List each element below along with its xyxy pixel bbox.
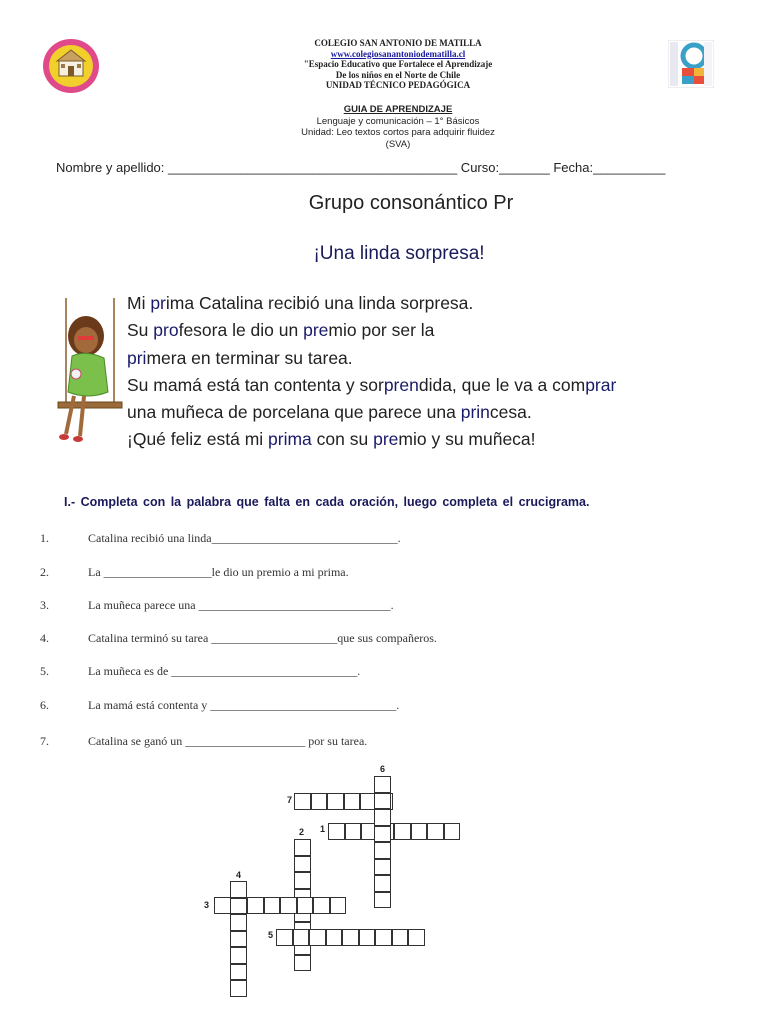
- story-text-span: una muñeca de porcelana que parece una: [127, 402, 461, 423]
- crossword-number: 3: [204, 900, 210, 910]
- crossword-cell[interactable]: [374, 809, 391, 826]
- story-highlight: pr: [150, 293, 166, 313]
- story-text-span: mio por ser la: [328, 320, 435, 341]
- crossword-cell[interactable]: [280, 897, 297, 914]
- school-name: COLEGIO SAN ANTONIO DE MATILLA: [314, 38, 482, 48]
- guide-unit: Unidad: Leo textos cortos para adquirir fluidez: [301, 127, 495, 138]
- crossword-number: 7: [287, 795, 293, 805]
- crossword-cell[interactable]: [408, 929, 425, 946]
- story-line-5: [127, 399, 616, 426]
- crossword-cell[interactable]: [294, 856, 311, 873]
- crossword-cell[interactable]: [230, 898, 247, 915]
- story-text: [127, 290, 616, 454]
- question-text: La __________________le dio un premio a mi prima.: [88, 565, 349, 579]
- crossword-number: 1: [320, 824, 326, 834]
- story-highlight: prima: [268, 429, 312, 450]
- crossword-cell[interactable]: [444, 823, 461, 840]
- story-line-4: [127, 372, 616, 399]
- crossword-cell[interactable]: [374, 859, 391, 876]
- story-highlight: pren: [383, 374, 419, 395]
- crossword-cell[interactable]: [411, 823, 428, 840]
- question-text: Catalina se ganó un ____________________ por su tarea.: [88, 734, 368, 748]
- crossword-cell[interactable]: [374, 776, 391, 793]
- school-header: [200, 38, 596, 91]
- question-text: La muñeca parece una ________________________________.: [88, 598, 394, 612]
- crossword-cell[interactable]: [294, 955, 311, 972]
- story-text-span: fesora le dio un: [178, 320, 304, 341]
- story-line-1: [127, 290, 616, 317]
- crossword-cell[interactable]: [427, 823, 444, 840]
- story-highlight: pre: [303, 320, 329, 341]
- crossword-cell[interactable]: [359, 929, 376, 946]
- crossword-cell[interactable]: [309, 929, 326, 946]
- crossword-cell[interactable]: [230, 947, 247, 964]
- story-line-6: [127, 426, 616, 453]
- crossword-cell[interactable]: [297, 897, 314, 914]
- story-text-span: cesa.: [489, 402, 532, 423]
- story-title: ¡Una linda sorpresa!: [313, 243, 485, 264]
- story-text-span: Mi: [127, 293, 151, 313]
- crossword-cell[interactable]: [374, 875, 391, 892]
- crossword-cell[interactable]: [392, 929, 409, 946]
- school-motto-line-1: "Espacio Educativo que Fortalece el Aprendizaje: [303, 59, 493, 69]
- crossword-cell[interactable]: [330, 897, 347, 914]
- crossword-cell[interactable]: [374, 842, 391, 859]
- crossword-cell[interactable]: [230, 980, 247, 997]
- crossword-cell[interactable]: [328, 823, 345, 840]
- question-text: La muñeca es de _______________________________.: [88, 664, 361, 678]
- school-unit: UNIDAD TÉCNICO PEDAGÓGICA: [325, 80, 471, 90]
- question-number: 5.: [40, 664, 49, 678]
- story-highlight: prin: [460, 402, 490, 423]
- guide-title: GUIA DE APRENDIZAJE: [343, 104, 453, 115]
- crossword-number: 6: [380, 764, 386, 774]
- crossword-cell[interactable]: [294, 793, 311, 810]
- crossword-cell[interactable]: [264, 897, 281, 914]
- crossword-cell[interactable]: [345, 823, 362, 840]
- story-line-3: [127, 345, 616, 372]
- crossword-cell[interactable]: [342, 929, 359, 946]
- crossword-cell[interactable]: [394, 823, 411, 840]
- story-line-2: [127, 317, 616, 344]
- crossword-cell[interactable]: [294, 872, 311, 889]
- question-number: 3.: [40, 598, 49, 612]
- crossword-cell[interactable]: [230, 931, 247, 948]
- girl-on-swing-illustration: [54, 296, 124, 446]
- question-number: 4.: [40, 631, 49, 645]
- story-text-span: dida, que le va a com: [418, 374, 586, 395]
- crossword-number: 5: [268, 930, 274, 940]
- crossword-cell[interactable]: [293, 929, 310, 946]
- guide-info: [200, 104, 596, 150]
- story-highlight: prar: [585, 374, 617, 395]
- crossword-cell[interactable]: [327, 793, 344, 810]
- crossword-cell[interactable]: [230, 914, 247, 931]
- school-website-link[interactable]: www.colegiosanantoniodematilla.cl: [330, 48, 466, 59]
- school-motto-line-2: De los niños en el Norte de Chile: [335, 69, 461, 80]
- crossword-cell[interactable]: [326, 929, 343, 946]
- school-crest-logo: [42, 38, 100, 94]
- story-text-span: Su mamá está tan contenta y sor: [127, 374, 384, 395]
- question-number: 2.: [40, 565, 49, 579]
- institution-logo: [668, 40, 714, 88]
- question-text: Catalina terminó su tarea _____________________que sus compañeros.: [88, 631, 437, 645]
- story-text-span: mio y su muñeca!: [398, 429, 536, 450]
- question-number: 7.: [40, 734, 49, 748]
- crossword-number: 2: [299, 827, 305, 837]
- crossword-cell[interactable]: [230, 964, 247, 981]
- student-info-line[interactable]: Nombre y apellido: ________________________________________ Curso:_______ Fecha:__________: [56, 160, 666, 175]
- crossword-cell[interactable]: [311, 793, 328, 810]
- exercise-instructions: I.- Completa con la palabra que falta en cada oración, luego completa el crucigrama.: [64, 495, 590, 509]
- story-text-span: Su: [127, 320, 154, 341]
- story-text-span: mera en terminar su tarea.: [146, 347, 353, 368]
- crossword-cell[interactable]: [375, 929, 392, 946]
- crossword-cell[interactable]: [374, 793, 391, 810]
- question-text: Catalina recibió una linda_______________________________.: [88, 531, 401, 545]
- story-highlight: pro: [153, 320, 179, 341]
- crossword-cell[interactable]: [214, 897, 231, 914]
- crossword-cell[interactable]: [344, 793, 361, 810]
- crossword-cell[interactable]: [247, 897, 264, 914]
- crossword-number: 4: [236, 870, 242, 880]
- crossword-cell[interactable]: [230, 881, 247, 898]
- story-text-span: ima Catalina recibió una linda sorpresa.: [165, 293, 474, 313]
- crossword-cell[interactable]: [294, 839, 311, 856]
- story-text-span: ¡Qué feliz está mi: [127, 429, 269, 450]
- page-title: Grupo consonántico Pr: [308, 192, 514, 214]
- question-text: La mamá está contenta y _______________________________.: [88, 698, 400, 712]
- question-number: 6.: [40, 698, 49, 712]
- story-highlight: pri: [127, 347, 147, 368]
- crossword-cell[interactable]: [313, 897, 330, 914]
- crossword-cell[interactable]: [374, 826, 391, 843]
- guide-subject: Lenguaje y comunicación – 1° Básicos: [316, 115, 480, 127]
- guide-code: (SVA): [385, 138, 411, 150]
- crossword-cell[interactable]: [374, 892, 391, 909]
- story-highlight: pre: [373, 429, 399, 450]
- question-number: 1.: [40, 531, 49, 545]
- crossword-cell[interactable]: [276, 929, 293, 946]
- story-text-span: con su: [311, 429, 374, 450]
